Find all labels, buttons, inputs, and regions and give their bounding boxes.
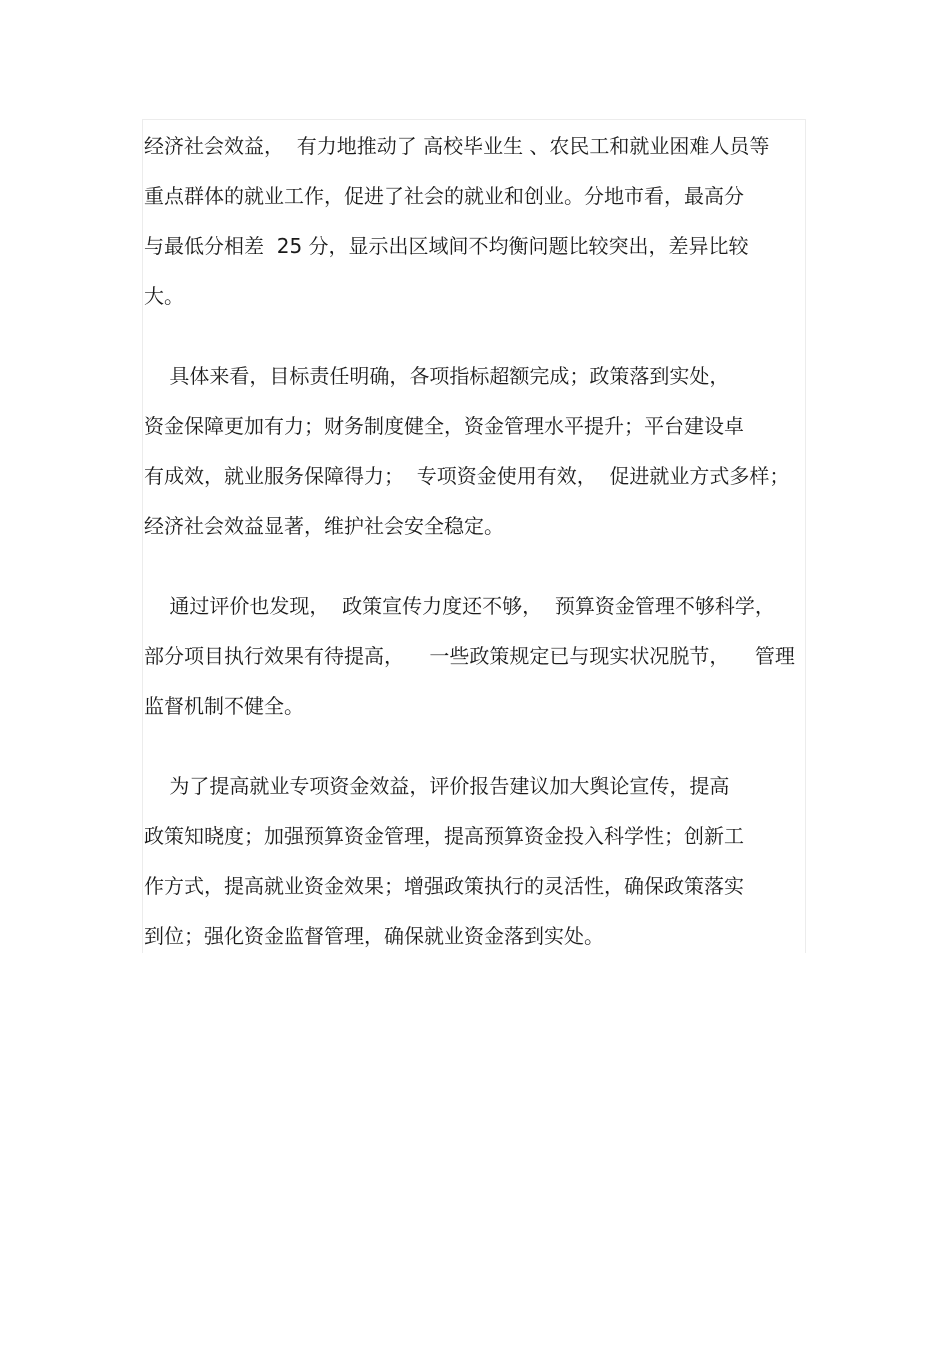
text-line: 通过评价也发现， 政策宣传力度还不够， 预算资金管理不够科学， (144, 594, 775, 618)
text-line: 重点群体的就业工作，促进了社会的就业和创业。分地市看，最高分 (144, 184, 744, 208)
text-line: 资金保障更加有力；财务制度健全，资金管理水平提升；平台建设卓 (144, 414, 744, 438)
document-body (144, 121, 824, 991)
text-line: 部分项目执行效果有待提高， 一些政策规定已与现实状况脱节， 管理 (144, 644, 795, 668)
text-line: 大。 (144, 284, 184, 308)
paragraph-1 (144, 121, 824, 321)
text-line: 为了提高就业专项资金效益，评价报告建议加大舆论宣传，提高 (144, 774, 730, 798)
text-line: 经济社会效益， 有力地推动了 高校毕业生 、农民工和就业困难人员等 (144, 134, 770, 158)
text-line: 具体来看，目标责任明确，各项指标超额完成；政策落到实处， (144, 364, 730, 388)
paragraph-2 (144, 351, 824, 551)
text-line: 有成效，就业服务保障得力； 专项资金使用有效， 促进就业方式多样； (144, 464, 790, 488)
text-line: 到位；强化资金监督管理，确保就业资金落到实处。 (144, 924, 604, 948)
paragraph-3 (144, 581, 824, 731)
paragraph-4 (144, 761, 824, 961)
text-line: 与最低分相差 25 分，显示出区域间不均衡问题比较突出，差异比较 (144, 234, 749, 258)
text-line: 作方式，提高就业资金效果；增强政策执行的灵活性，确保政策落实 (144, 874, 744, 898)
text-line: 政策知晓度；加强预算资金管理，提高预算资金投入科学性；创新工 (144, 824, 744, 848)
text-line: 经济社会效益显著，维护社会安全稳定。 (144, 514, 504, 538)
text-line: 监督机制不健全。 (144, 694, 304, 718)
